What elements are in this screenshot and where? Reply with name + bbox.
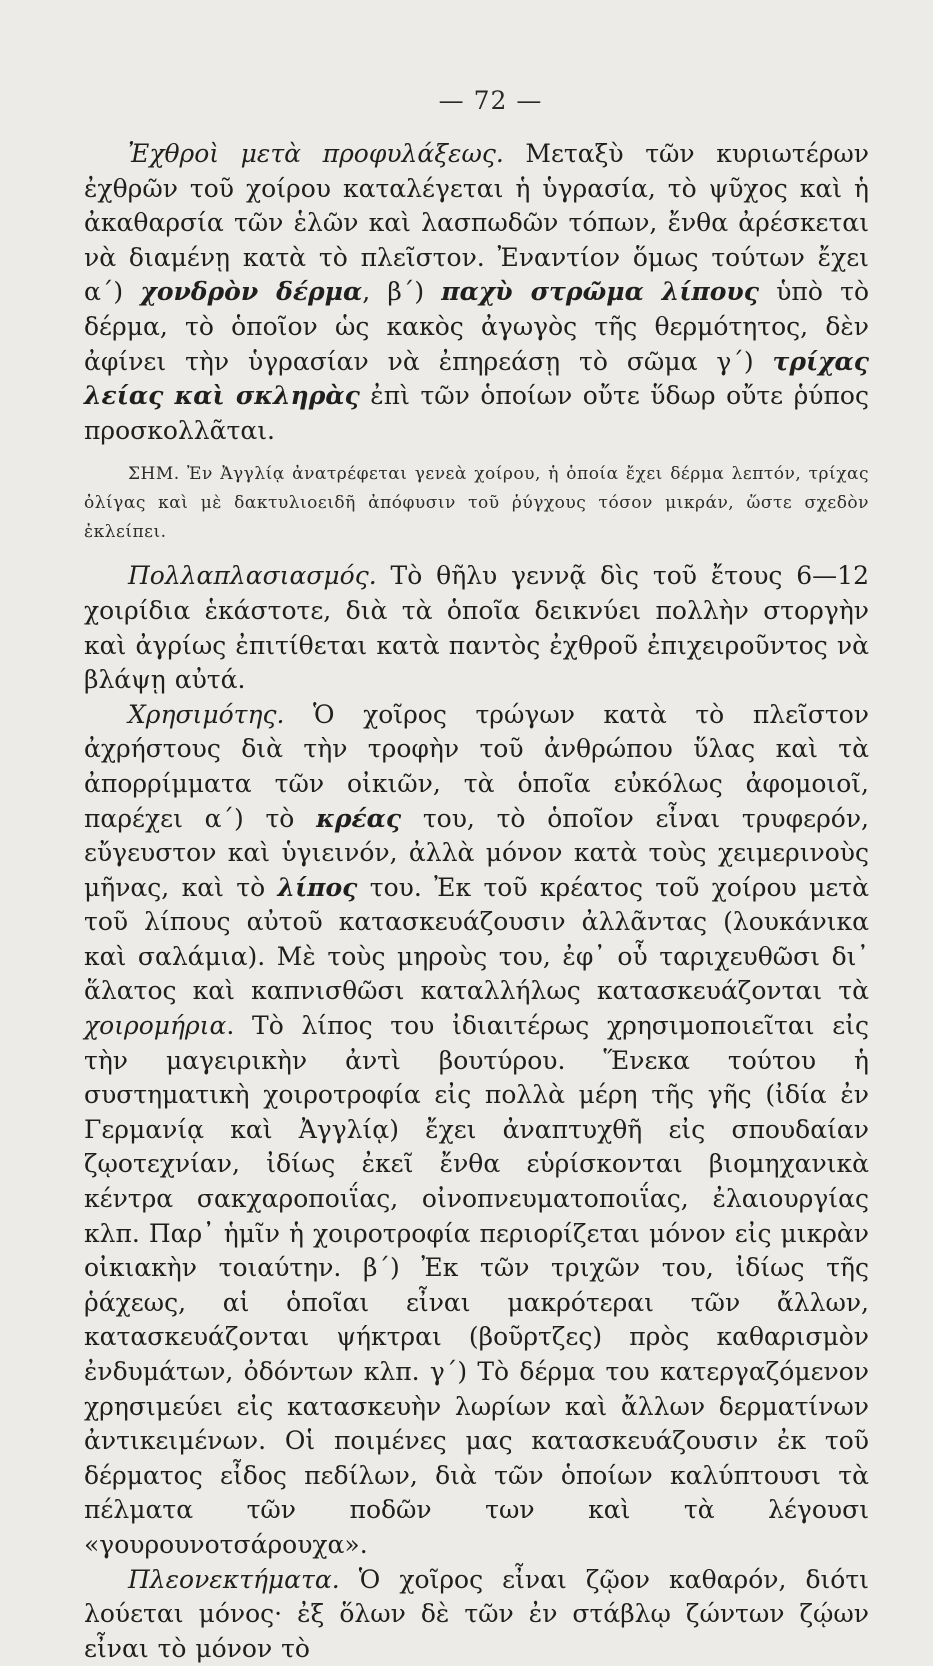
text-run: , β΄)	[362, 277, 442, 307]
section-heading-enemies: Ἐχθροὶ μετὰ προφυλάξεως.	[128, 139, 504, 168]
emphasis-term: παχὺ στρῶμα λίπους	[441, 277, 759, 307]
emphasis-term: λίπος	[277, 872, 358, 902]
section-heading-reproduction: Πολλαπλασιασμός.	[128, 561, 377, 591]
text-run: Ὁ χοῖρος εἶναι ζῷον καθαρόν, διότι λούεται μόνος· ἐξ ὅλων δὲ τῶν ἐν στάβλῳ ζώντων ζῴων εἶναι τὸ μόνον τὸ	[84, 1564, 869, 1663]
footnote-remark: ΣΗΜ. Ἐν Ἀγγλίᾳ ἀνατρέφεται γενεὰ χοίρου, ἡ ὁποία ἔχει δέρμα λεπτόν, τρίχας ὀλίγας καὶ μὲ δακτυλιοειδῆ ἀπόφυσιν τοῦ ῥύγχους τόσον μικράν, ὥστε σχεδὸν ἐκλείπει.	[84, 464, 869, 543]
text-run: του, τὸ ὁποῖον εἶναι τρυφερόν, εὔγευστον καὶ ὑγιεινόν, ἀλλὰ μόνον κατὰ τοὺς χειμερινοὺς μῆνας, καὶ τὸ	[84, 803, 869, 902]
text-run: Τὸ θῆλυ γεννᾷ δὶς τοῦ ἔτους 6—12 χοιρίδια ἑκάστοτε, διὰ τὰ ὁποῖα δεικνύει πολλὴν στοργὴν καὶ ἀγρίως ἐπιτίθεται κατὰ παντὸς ἐχθροῦ ἐπιχειροῦντος νὰ βλάψῃ αὐτά.	[84, 561, 869, 695]
text-run: του. Ἐκ τοῦ κρέατος τοῦ χοίρου μετὰ τοῦ λίπους αὐτοῦ κατασκευάζουσιν ἀλλᾶντας (λουκάνικα καὶ σαλάμια). Μὲ τοὺς μηροὺς του, ἐφ᾽ οὗ ταριχευθῶσι δι᾽ ἅλατος καὶ καπνισθῶσι καταλλήλως κατασκευάζονται τὰ	[84, 872, 869, 1006]
section-heading-advantages: Πλεονεκτήματα.	[128, 1564, 340, 1594]
paragraph-advantages	[84, 1563, 869, 1666]
section-heading-usefulness: Χρησιμότης.	[128, 699, 285, 729]
emphasis-term: χοιρομήρια	[84, 1011, 227, 1041]
text-run: ἐπὶ τῶν ὁποίων οὔτε ὕδωρ οὔτε ῥύπος προσκολλᾶται.	[84, 381, 869, 445]
paragraph-enemies	[84, 137, 869, 448]
emphasis-term: κρέας	[316, 803, 402, 833]
emphasis-term: χονδρὸν δέρμα	[140, 277, 363, 307]
page-number: — 72 —	[438, 86, 543, 115]
emphasis-term: τρίχας λείας καὶ σκληρὰς	[84, 346, 869, 411]
text-run: Μεταξὺ τῶν κυριωτέρων ἐχθρῶν τοῦ χοίρου καταλέγεται ἡ ὑγρασία, τὸ ψῦχος καὶ ἡ ἀκαθαρσία τῶν ἑλῶν καὶ λασπωδῶν τόπων, ἔνθα ἀρέσκεται νὰ διαμένῃ κατὰ τὸ πλεῖστον. Ἐναντίον ὅμως τούτων ἔχει α΄)	[84, 139, 869, 307]
text-run: Ὁ χοῖρος τρώγων κατὰ τὸ πλεῖστον ἀχρήστους διὰ τὴν τροφὴν τοῦ ἀνθρώπου ὕλας καὶ τὰ ἀπορρίμματα τῶν οἰκιῶν, τὰ ὁποῖα εὐκόλως ἀφομοιοῖ, παρέχει α΄) τὸ	[84, 699, 869, 833]
paragraph-reproduction	[84, 559, 869, 697]
text-run: ὑπὸ τὸ δέρμα, τὸ ὁποῖον ὡς κακὸς ἀγωγὸς τῆς θερμότητος, δὲν ἀφίνει τὴν ὑγρασίαν νὰ ἐπηρεάσῃ τὸ σῶμα γ΄)	[84, 277, 869, 376]
paragraph-usefulness	[84, 698, 869, 1563]
text-run: . Τὸ λίπος του ἰδιαιτέρως χρησιμοποιεῖται εἰς τὴν μαγειρικὴν ἀντὶ βουτύρου. Ἕνεκα τούτου ἡ συστηματικὴ χοιροτροφία εἰς πολλὰ μέρη τῆς γῆς (ἰδία ἐν Γερμανίᾳ καὶ Ἀγγλίᾳ) ἔχει ἀναπτυχθῆ εἰς σπουδαίαν ζῳοτεχνίαν, ἰδίως ἐκεῖ ἔνθα εὑρίσκονται βιομηχανικὰ κέντρα σακχαροποιΐας, οἰνοπνευματοποιΐας, ἐλαιουργίας κλπ. Παρ᾽ ἡμῖν ἡ χοιροτροφία περιορίζεται μόνον εἰς μικρὰν οἰκιακὴν τοιαύτην. β΄) Ἐκ τῶν τριχῶν του, ἰδίως τῆς ῥάχεως, αἱ ὁποῖαι εἶναι μακρότεραι τῶν ἄλλων, κατασκευάζονται ψήκτραι (βοῦρτζες) πρὸς καθαρισμὸν ἐνδυμάτων, ὀδόντων κλπ. γ΄) Τὸ δέρμα του κατεργαζόμενον χρησιμεύει εἰς κατασκευὴν λωρίων καὶ ἄλλων δερματίνων ἀντικειμένων. Οἱ ποιμένες μας κατασκευάζουσιν ἐκ τοῦ δέρματος εἶδος πεδίλων, διὰ τῶν ὁποίων καλύπτουσι τὰ πέλματα τῶν ποδῶν των καὶ τὰ λέγουσι «γουρουνοτσάρουχα».	[84, 1011, 869, 1559]
